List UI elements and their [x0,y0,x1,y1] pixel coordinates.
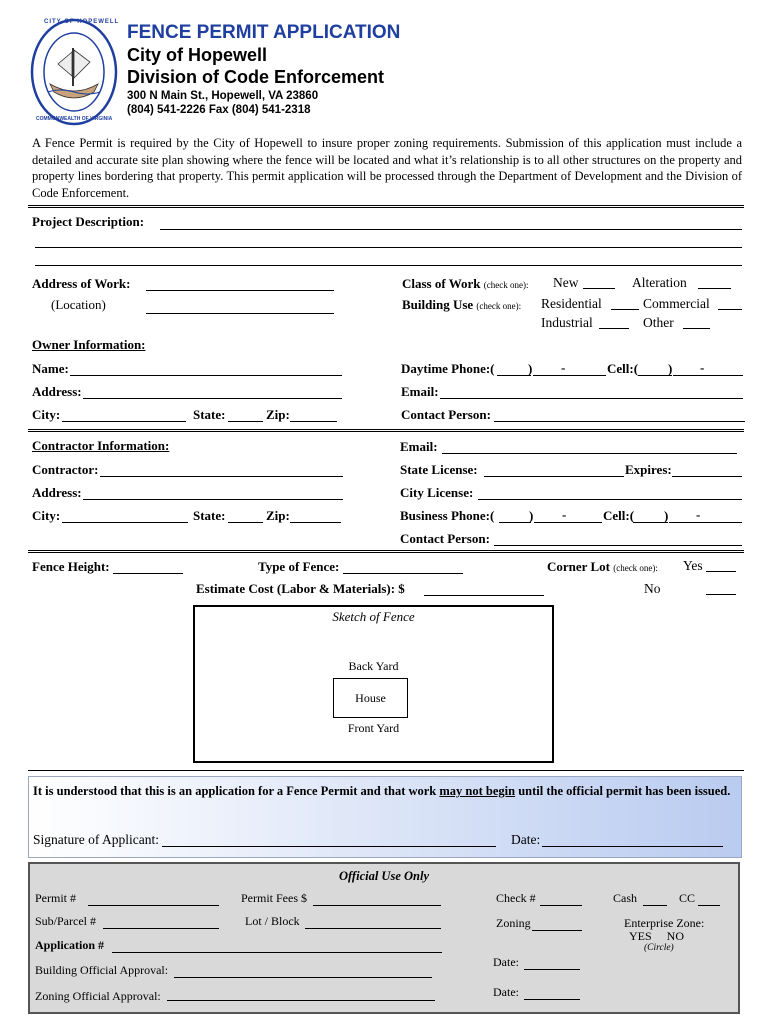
contractor-city-label: City: [32,508,61,523]
permit-fees-field[interactable] [313,905,441,906]
fence-type-field[interactable] [343,573,463,574]
owner-name-field[interactable] [70,375,342,376]
agreement-date-field[interactable] [542,846,723,847]
zoning-field[interactable] [532,930,582,931]
building-approval-field[interactable] [174,977,432,978]
contractor-contact-label: Contact Person: [400,531,490,546]
subparcel-label: Sub/Parcel # [35,914,96,928]
owner-zip-field[interactable] [290,421,337,422]
zoning-label: Zoning [496,916,531,930]
contractor-state-label: State: [193,508,226,523]
check-number-label: Check # [496,891,536,905]
front-yard-label: Front Yard [347,721,400,735]
city-name: City of Hopewell [127,45,268,65]
corner-lot-no-label: No [644,581,661,596]
house-label: House [355,691,386,705]
owner-email-label: Email: [401,384,439,399]
owner-phone-area-field[interactable] [497,375,531,376]
sketch-title: Sketch of Fence [332,609,415,624]
signature-field[interactable] [162,846,496,847]
class-alteration-label: Alteration [632,275,687,290]
contractor-name-field[interactable] [100,476,343,477]
contractor-cell-number-field[interactable] [669,522,742,523]
contractor-state-license-label: State License: [400,462,478,477]
owner-cell-area-field[interactable] [638,375,672,376]
cc-label: CC [679,891,696,905]
zoning-approval-label: Zoning Official Approval: [35,989,161,1003]
estimate-cost-label: Estimate Cost (Labor & Materials): $ [196,581,405,596]
corner-lot-no-field[interactable] [706,594,736,595]
owner-phone-paren: ) [528,361,533,376]
building-use-text: Building Use [402,297,474,312]
contractor-cell-area-field[interactable] [633,522,668,523]
corner-lot-yes-label: Yes [683,558,703,573]
owner-state-field[interactable] [228,421,263,422]
permit-number-field[interactable] [88,905,219,906]
class-new-label: New [553,275,579,290]
project-description-field[interactable] [160,229,742,230]
application-number-field[interactable] [112,952,442,953]
divider [28,429,744,432]
class-alteration-field[interactable] [698,288,731,289]
official-use-title: Official Use Only [338,869,430,883]
fence-height-field[interactable] [113,573,183,574]
owner-city-label: City: [32,407,61,422]
contractor-contact-field[interactable] [494,545,742,546]
class-new-field[interactable] [583,288,615,289]
contractor-email-field[interactable] [442,453,737,454]
contractor-city-license-label: City License: [400,485,474,500]
agreement-text-part: It is understood that this is an application for a Fence Permit and that work [33,784,440,798]
signature-label: Signature of Applicant: [33,832,159,847]
check-one-hint: (check one): [613,563,658,573]
owner-contact-label: Contact Person: [401,407,491,422]
contractor-expires-label: Expires: [625,462,672,477]
official-date-1-label: Date: [493,955,519,969]
owner-city-field[interactable] [62,421,186,422]
project-description-field-3[interactable] [35,265,742,266]
building-approval-label: Building Official Approval: [35,963,169,977]
corner-lot-text: Corner Lot [547,559,610,574]
divider [28,770,744,771]
contractor-phone-dash: - [562,507,567,522]
contractor-cell-dash: - [696,507,701,522]
official-date-2-label: Date: [493,985,519,999]
divider [28,550,744,553]
contractor-address-label: Address: [32,485,82,500]
address-of-work-label: Address of Work: [32,276,131,291]
permit-number-label: Permit # [35,891,76,905]
owner-name-label: Name: [32,361,69,376]
use-commercial-label: Commercial [643,296,710,311]
division-name: Division of Code Enforcement [127,67,385,87]
seal-ring-bottom-text: COMMONWEALTH OF VIRGINIA [36,116,113,122]
owner-cell-paren: ) [668,361,673,376]
seal-ring-top-text: CITY OF HOPEWELL [44,19,120,25]
subparcel-field[interactable] [103,928,219,929]
use-industrial-label: Industrial [541,315,593,330]
check-one-hint: (check one): [476,301,522,311]
contractor-expires-field[interactable] [672,476,742,477]
enterprise-zone-label: Enterprise Zone: [624,916,705,930]
class-of-work-text: Class of Work [402,276,481,291]
contractor-name-label: Contractor: [32,462,99,477]
owner-cell-number-field[interactable] [673,375,743,376]
use-commercial-field[interactable] [718,309,742,310]
contractor-cell-label: Cell:( [603,508,635,523]
agreement-text [33,783,739,800]
fence-height-label: Fence Height: [32,559,110,574]
check-number-field[interactable] [540,905,582,906]
address-of-work-field[interactable] [146,290,334,291]
agreement-date-label: Date: [511,832,541,847]
lot-block-field[interactable] [305,928,441,929]
use-other-field[interactable] [683,328,710,329]
owner-cell-dash: - [700,360,705,375]
cash-label: Cash [613,891,637,905]
owner-zip-label: Zip: [266,407,290,422]
owner-cell-label: Cell:( [607,361,639,376]
fence-type-label: Type of Fence: [258,559,340,574]
back-yard-label: Back Yard [348,659,399,673]
owner-phone-dash: - [561,360,566,375]
contractor-state-license-field[interactable] [484,476,624,477]
contractor-email-label: Email: [400,439,438,454]
contractor-state-field[interactable] [228,522,263,523]
location-field[interactable] [146,313,334,314]
agreement-text-underlined: may not begin [439,784,516,798]
circle-hint: (Circle) [644,943,674,953]
contractor-zip-field[interactable] [290,522,341,523]
contractor-address-field[interactable] [83,499,343,500]
owner-address-field[interactable] [83,398,342,399]
building-use-label [402,297,521,313]
official-date-2-field[interactable] [524,999,580,1000]
zoning-approval-field[interactable] [167,1000,435,1001]
divider [28,205,744,208]
contractor-city-license-field[interactable] [478,499,742,500]
form-title: FENCE PERMIT APPLICATION [127,22,401,43]
owner-state-label: State: [193,407,226,422]
office-phone: (804) 541-2226 Fax (804) 541-2318 [127,104,311,116]
contractor-zip-label: Zip: [266,508,290,523]
class-of-work-label [402,276,528,292]
contractor-heading: Contractor Information: [32,438,170,453]
contractor-phone-area-field[interactable] [499,522,531,523]
project-description-field-2[interactable] [35,247,742,248]
owner-contact-field[interactable] [494,421,745,422]
lot-block-label: Lot / Block [245,914,300,928]
owner-heading: Owner Information: [32,337,146,352]
check-one-hint: (check one): [483,280,529,290]
intro-paragraph: A Fence Permit is required by the City of Hopewell to insure proper zoning requirements. Submission of this application must include a detailed and accurate site plan showing where the fence will be located and what it’s relationship is to all other structures on the property and property lines bordering that property. This permit application will be processed through the Department of Development and the Division of Code Enforcement. [32,136,742,200]
contractor-city-field[interactable] [62,522,188,523]
contractor-cell-paren: ) [664,508,669,523]
cash-field[interactable] [643,905,667,906]
use-residential-label: Residential [541,296,602,311]
contractor-business-phone-label: Business Phone:( [400,508,495,523]
use-other-label: Other [643,315,674,330]
owner-email-field[interactable] [440,398,743,399]
enterprise-yes-no[interactable]: YES NO [629,929,685,943]
project-description-label: Project Description: [32,214,145,229]
estimate-cost-field[interactable] [424,595,544,596]
use-residential-field[interactable] [611,309,639,310]
cc-field[interactable] [698,905,720,906]
contractor-phone-number-field[interactable] [534,522,602,523]
contractor-phone-paren: ) [529,508,534,523]
owner-address-label: Address: [32,384,82,399]
owner-phone-number-field[interactable] [533,375,606,376]
owner-daytime-phone-label: Daytime Phone:( [401,361,495,376]
application-number-label: Application # [35,938,105,952]
location-label: (Location) [51,297,106,312]
office-address: 300 N Main St., Hopewell, VA 23860 [127,90,319,102]
official-date-1-field[interactable] [524,969,580,970]
corner-lot-label [547,559,658,575]
use-industrial-field[interactable] [599,328,629,329]
city-seal [30,18,118,126]
permit-fees-label: Permit Fees $ [241,891,307,905]
agreement-text-part: until the official permit has been issued. [515,784,731,798]
corner-lot-yes-field[interactable] [706,571,736,572]
